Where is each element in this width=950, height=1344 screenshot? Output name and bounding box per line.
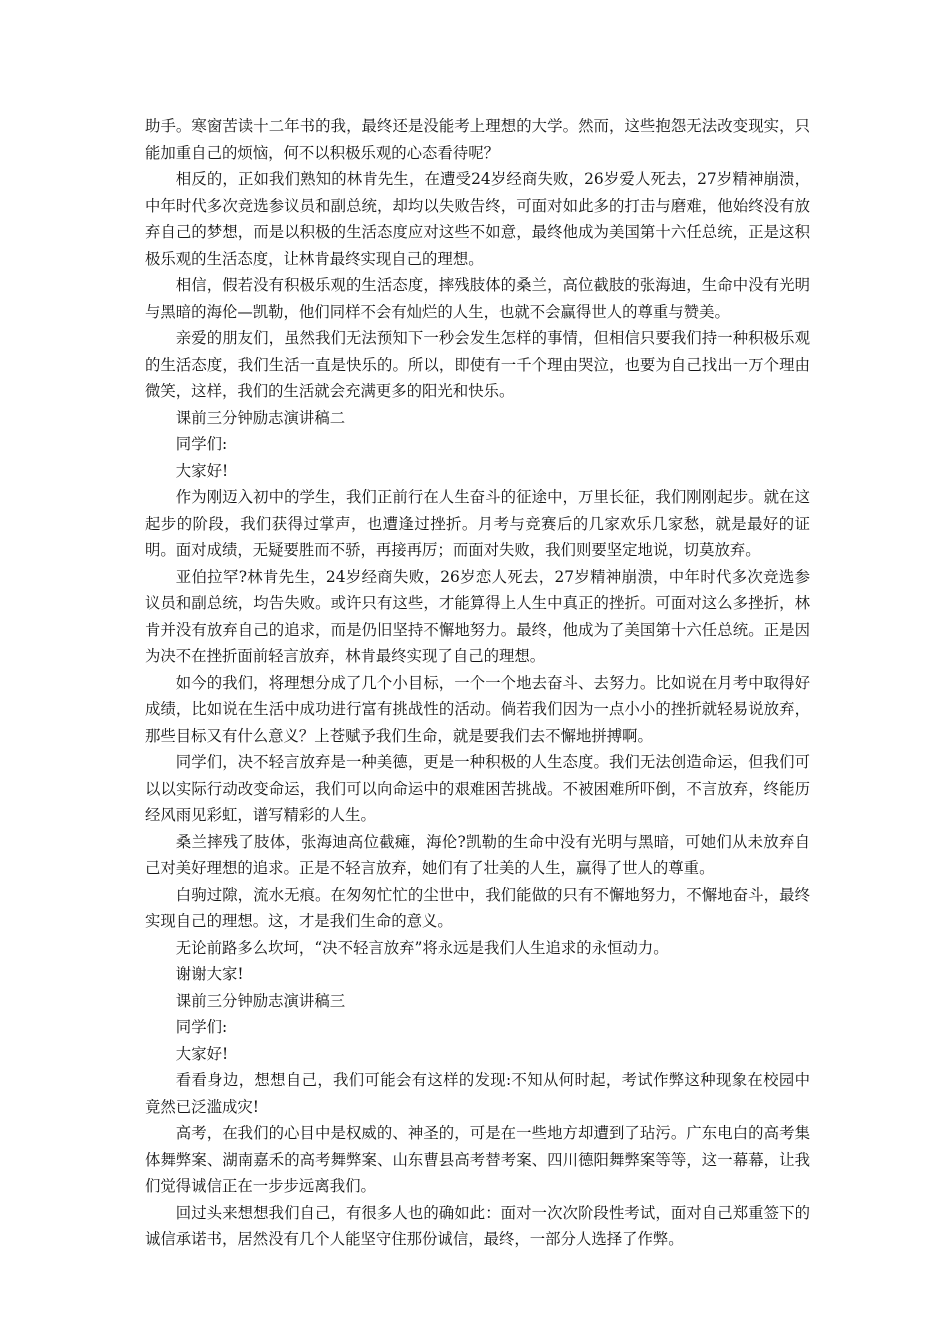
paragraph-body: 无论前路多么坎坷，“决不轻言放弃”将永远是我们人生追求的永恒动力。 [175,938,669,957]
paragraph-body: 回过头来想想我们自己，有很多人也的确如此：面对一次次阶段性考试，面对自己郑重签下的诚信承诺书，居然没有几个人能坚守住那份诚信，最终，一部分人选择了作弊。 [145,1203,810,1248]
paragraph-body: 桑兰摔残了肢体，张海迪高位截瘫，海伦?凯勒的生命中没有光明与黑暗，可她们从未放弃自己对美好理想的追求。正是不轻言放弃，她们有了壮美的人生，赢得了世人的尊重。 [145,832,810,877]
greeting-hello: 大家好! [175,1044,229,1063]
paragraph-body: 亚伯拉罕?林肯先生，24岁经商失败，26岁恋人死去，27岁精神崩溃，中年时代多次竞选参议员和副总统，均告失败。或许只有这些，才能算得上人生中真正的挫折。可面对这么多挫折，林肯并没有放弃自己的追求，而是仍旧坚持不懈地努力。最终，他成为了美国第十六任总统。正是因为决不在挫折面前轻言放弃，林肯最终实现了自己的理想。 [145,567,810,665]
greeting-hello: 大家好! [175,461,229,480]
paragraph-body: 高考，在我们的心目中是权威的、神圣的，可是在一些地方却遭到了玷污。广东电白的高考集体舞弊案、湖南嘉禾的高考舞弊案、山东曹县高考替考案、四川德阳舞弊案等等，这一幕幕，让我们觉得诚信正在一步步远离我们。 [145,1124,810,1195]
paragraph-body: 同学们，决不轻言放弃是一种美德，更是一种积极的人生态度。我们无法创造命运，但我们可以以实际行动改变命运，我们可以向命运中的艰难困苦挑战。不被困难所吓倒，不言放弃，终能历经风雨见彩虹，谱写精彩的人生。 [145,753,810,824]
paragraph-body: 看看身边，想想自己，我们可能会有这样的发现:不知从何时起，考试作弊这种现象在校园中竟然已泛滥成灾! [145,1071,810,1116]
paragraph-continuation: 助手。寒窗苦读十二年书的我，最终还是没能考上理想的大学。然而，这些抱怨无法改变现实，只能加重自己的烦恼，何不以积极乐观的心态看待呢？ [145,117,810,162]
paragraph-body: 如今的我们，将理想分成了几个小目标，一个一个地去奋斗、去努力。比如说在月考中取得好成绩，比如说在生活中成功进行富有挑战性的活动。倘若我们因为一点小小的挫折就轻易说放弃，那些目标又有什么意义？上苍赋予我们生命，就是要我们去不懈地拼搏啊。 [145,673,810,745]
paragraph-conclusion: 亲爱的朋友们，虽然我们无法预知下一秒会发生怎样的事情，但相信只要我们持一种积极乐观的生活态度，我们生活一直是快乐的。所以，即使有一千个理由哭泣，也要为自己找出一万个理由微笑，这样，我们的生活就会充满更多的阳光和快乐。 [145,329,810,400]
greeting-students: 同学们: [175,435,228,453]
paragraph-examples: 相信，假若没有积极乐观的生活态度，摔残肢体的桑兰，高位截肢的张海迪，生命中没有光明与黑暗的海伦—凯勒，他们同样不会有灿烂的人生，也就不会赢得世人的尊重与赞美。 [145,276,810,321]
section-heading-3: 课前三分钟励志演讲稿三 [175,991,346,1010]
document-body [145,113,810,1253]
greeting-students: 同学们: [175,1018,228,1036]
closing-thanks: 谢谢大家! [175,965,244,983]
paragraph-body: 作为刚迈入初中的学生，我们正前行在人生奋斗的征途中，万里长征，我们刚刚起步。就在这起步的阶段，我们获得过掌声，也遭逢过挫折。月考与竞赛后的几家欢乐几家愁，就是最好的证明。面对成绩，无疑要胜而不骄，再接再厉；而面对失败，我们则要坚定地说，切莫放弃。 [145,488,810,559]
paragraph-body: 白驹过隙，流水无痕。在匆匆忙忙的尘世中，我们能做的只有不懈地努力，不懈地奋斗，最终实现自己的理想。这，才是我们生命的意义。 [145,885,810,930]
paragraph-lincoln: 相反的，正如我们熟知的林肯先生，在遭受24岁经商失败，26岁爱人死去，27岁精神崩溃，中年时代多次竞选参议员和副总统，却均以失败告终，可面对如此多的打击与磨难，他始终没有放弃自己的梦想，而是以积极的生活态度应对这些不如意，最终他成为美国第十六任总统，正是这积极乐观的生活态度，让林肯最终实现自己的理想。 [145,170,810,268]
section-heading-2: 课前三分钟励志演讲稿二 [175,408,346,427]
